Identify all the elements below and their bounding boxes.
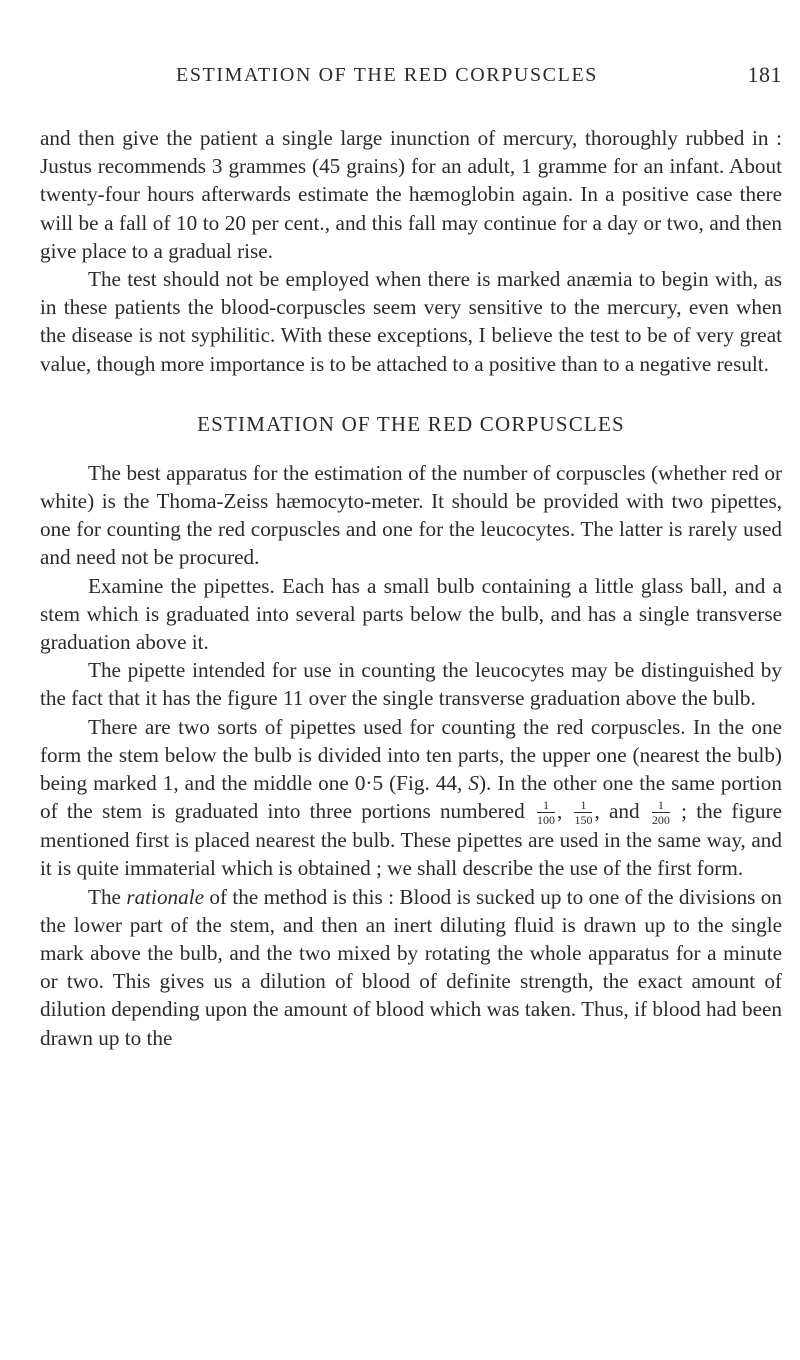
text-run: ). In the other one the same portion of the stem is graduated into three portions numbered [40,771,782,824]
text-run: ; the figure mentioned first is placed nearest the bulb. These pipettes are used in the same way, and it is quite immaterial which is obtained ; we shall describe the use of the first form. [40,799,782,881]
section-heading: ESTIMATION OF THE RED CORPUSCLES [197,411,625,436]
fraction-numerator: 1 [652,799,670,813]
body-text [40,124,782,1052]
paragraph-anaemia-caution: The test should not be employed when there is marked anæmia to begin with, as in these patients the blood-corpuscles seem very sensitive to the mercury, even when the disease is not syphilitic. With these exceptions, I believe the test to be of very great value, though more importance is to be attached to a positive than to a negative result. [40,267,782,376]
figure-letter: S [468,771,479,796]
fraction-numerator: 1 [537,799,555,813]
fraction-numerator: 1 [574,799,592,813]
paragraph-apparatus: The best apparatus for the estimation of the number of corpuscles (whether red or white) is the Thoma-Zeiss hæmocyto-meter. It should be provided with two pipettes, one for counting the red corpuscles and one for the leucocytes. The latter is rarely used and need not be procured. [40,460,782,570]
text-run: There are two sorts of pipettes used for counting the red corpuscles. In the one form the stem below the bulb is divided into ten parts, the upper one (nearest the bulb) being marked 1, and the middle one 0·5 (Fig. 44, [40,714,782,796]
fraction-1-200 [652,799,670,826]
fraction-1-150 [574,799,592,826]
fraction-1-100 [537,799,555,826]
paragraph-red-corpuscle-pipettes [40,713,782,883]
text-run: of the method is this : Blood is sucked up to one of the divisions on the lower part of the stem, and then an inert diluting fluid is drawn up to the single mark above the bulb, and the two mixed by rotating the whole apparatus for a minute or two. This gives us a dilution of blood of definite strength, the exact amount of dilution depending upon the amount of blood which was taken. Thus, if blood had been drawn up to the [40,884,782,1050]
book-page [40,62,782,1052]
running-header [40,62,782,102]
page-number: 181 [747,62,782,87]
italic-term: rationale [126,884,205,909]
running-header-title: ESTIMATION OF THE RED CORPUSCLES [176,64,598,86]
paragraph-continued: and then give the patient a single large inunction of mercury, thoroughly rubbed in : Justus recommends 3 grammes (45 grains) for an adult, 1 gramme for an infant. About twenty-four hours afterwards estimate the hæmoglobin again. In a positive case there will be a fall of 10 to 20 per cent., and this fall may continue for a day or two, and then give place to a gradual rise. [40,126,782,263]
text-run: The [88,884,127,909]
fraction-denominator: 100 [536,813,555,828]
text-run: , [556,799,572,824]
fraction-denominator: 200 [651,813,670,828]
text-run: , and [594,799,649,824]
paragraph-examine-pipettes: Examine the pipettes. Each has a small bulb containing a little glass ball, and a stem which is graduated into several parts below the bulb, and has a single transverse graduation above it. [40,573,782,655]
paragraph-leucocyte-pipette: The pipette intended for use in counting the leucocytes may be distinguished by the fact that it has the figure 11 over the single transverse graduation above the bulb. [40,658,782,711]
fraction-denominator: 150 [574,813,593,828]
paragraph-rationale [40,883,782,1052]
